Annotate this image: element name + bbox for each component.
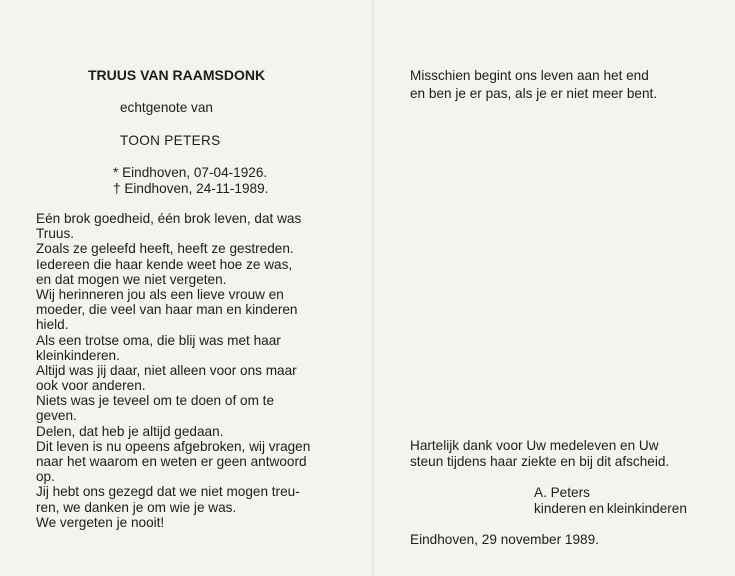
poem-line: en dat mogen we niet vergeten.: [36, 271, 227, 287]
poem-line: Iedereen die haar kende weet hoe ze was,: [36, 256, 293, 272]
poem-line: Jij hebt ons gezegd dat we niet mogen treu-: [36, 484, 300, 500]
poem-line: Niets was je teveel om te doen of om te: [36, 393, 275, 409]
poem-line: Wij herinneren jou als een lieve vrouw en: [36, 286, 284, 302]
poem: [36, 211, 310, 530]
poem-line: ren, we danken je om wie je was.: [36, 499, 237, 515]
spouse-label: echtgenote van: [120, 100, 213, 115]
poem-line: geven.: [36, 408, 77, 424]
right-page: [374, 0, 735, 576]
thanks-line-2: steun tijdens haar ziekte en bij dit afscheid.: [410, 454, 670, 469]
thanks-line-1: Hartelijk dank voor Uw medeleven en Uw: [410, 438, 659, 453]
poem-line: Altijd was jij daar, niet alleen voor ons maar: [36, 362, 297, 378]
poem-line: Eén brok goedheid, één brok leven, dat was: [36, 211, 302, 226]
birth-line: * Eindhoven, 07-04-1926.: [113, 165, 268, 180]
poem-line: Dit leven is nu opeens afgebroken, wij vragen: [36, 438, 311, 454]
quote-line-1: Misschien begint ons leven aan het end: [410, 68, 649, 83]
poem-line: Truus.: [36, 226, 75, 242]
poem-line: hield.: [36, 317, 69, 333]
signature-name: A. Peters: [534, 485, 590, 500]
poem-line: moeder, die veel van haar man en kinderen: [36, 302, 298, 318]
poem-line: We vergeten je nooit!: [36, 514, 165, 530]
poem-line: Delen, dat heb je altijd gedaan.: [36, 423, 224, 439]
poem-line: kleinkinderen.: [36, 347, 120, 363]
poem-line: Zoals ze geleefd heeft, heeft ze gestreden.: [36, 241, 294, 257]
place-date: Eindhoven, 29 november 1989.: [410, 532, 599, 547]
spouse-name: TOON PETERS: [120, 133, 221, 148]
poem-line: naar het waarom en weten er geen antwoord: [36, 454, 307, 469]
quote-line-2: en ben je er pas, als je er niet meer bent.: [410, 86, 658, 101]
death-line: † Eindhoven, 24-11-1989.: [113, 181, 269, 196]
poem-line: Als een trotse oma, die blij was met haar: [36, 332, 281, 348]
poem-line: op.: [36, 469, 55, 485]
deceased-name: TRUUS VAN RAAMSDONK: [88, 67, 266, 83]
signature-family: kinderen en kleinkinderen: [534, 501, 687, 516]
poem-line: ook voor anderen.: [36, 378, 146, 394]
